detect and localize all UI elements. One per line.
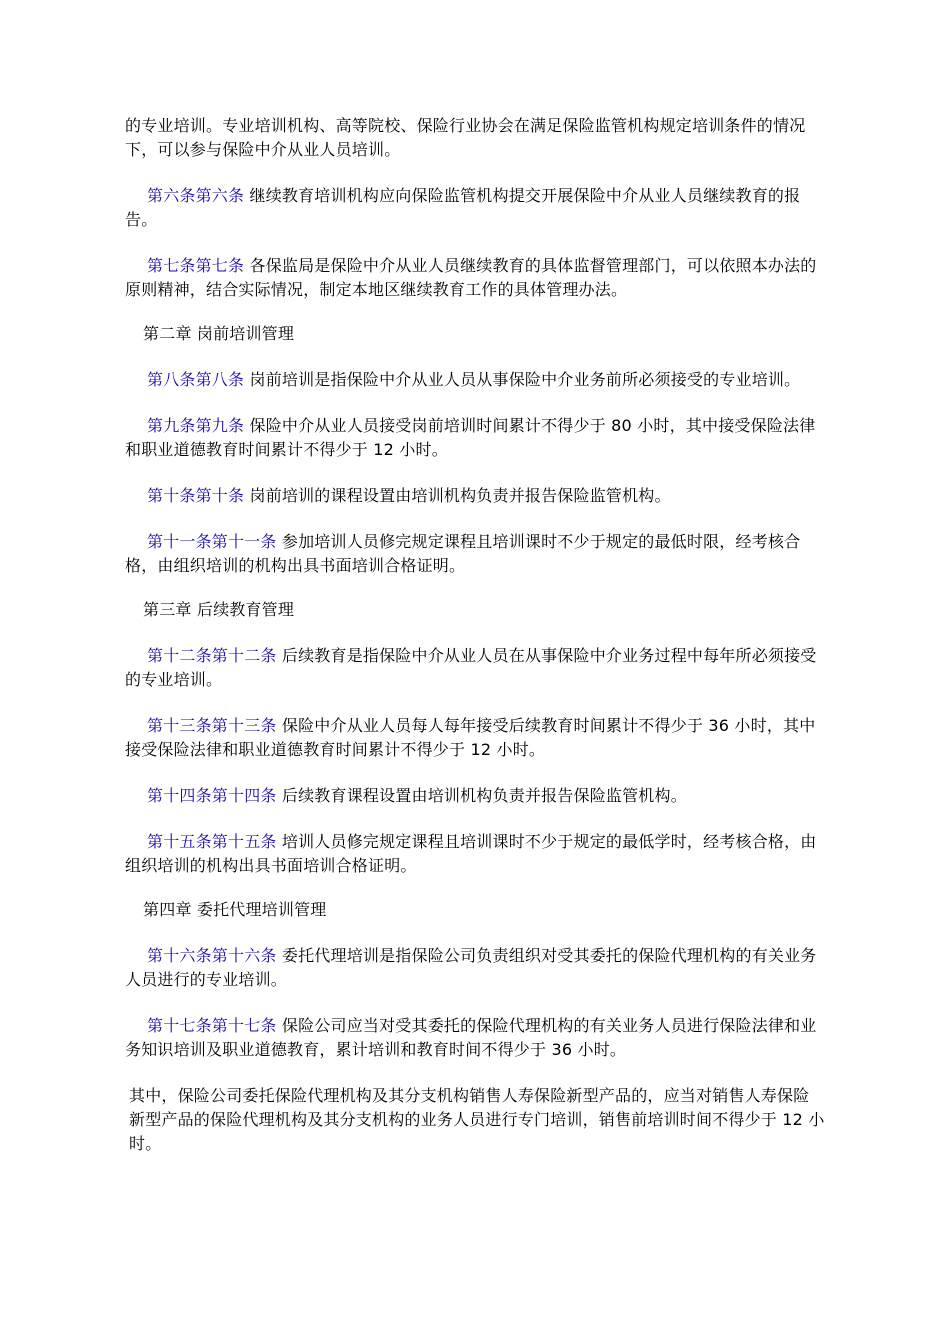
article-10	[125, 484, 825, 508]
article-7-label[interactable]: 第七条第七条	[147, 256, 245, 275]
article-8	[125, 368, 825, 392]
article-12	[125, 644, 825, 692]
article-6-label[interactable]: 第六条第六条	[147, 186, 245, 205]
article-17-label[interactable]: 第十七条第十七条	[147, 1016, 277, 1035]
article-7	[125, 254, 825, 302]
article-12-text: 后续教育是指保险中介从业人员在从事保险中介业务过程中每年所必须接受的专业培训。	[125, 646, 817, 689]
article-9	[125, 414, 825, 462]
article-11	[125, 530, 825, 578]
article-16	[125, 944, 825, 992]
article-9-label[interactable]: 第九条第九条	[147, 416, 245, 435]
article-12-label[interactable]: 第十二条第十二条	[147, 646, 277, 665]
article-17-text: 保险公司应当对受其委托的保险代理机构的有关业务人员进行保险法律和业务知识培训及职业道德教育，累计培训和教育时间不得少于 36 小时。	[125, 1016, 817, 1059]
article-10-text: 岗前培训的课程设置由培训机构负责并报告保险监管机构。	[244, 486, 671, 505]
paragraph-continuation: 的专业培训。专业培训机构、高等院校、保险行业协会在满足保险监管机构规定培训条件的情况下，可以参与保险中介从业人员培训。	[125, 116, 806, 159]
article-9-text: 保险中介从业人员接受岗前培训时间累计不得少于 80 小时，其中接受保险法律和职业道德教育时间累计不得少于 12 小时。	[125, 416, 816, 459]
article-10-label[interactable]: 第十条第十条	[147, 486, 245, 505]
article-15	[125, 830, 825, 878]
article-11-text: 参加培训人员修完规定课程且培训课时不少于规定的最低时限，经考核合格，由组织培训的机构出具书面培训合格证明。	[125, 532, 801, 575]
chapter-2-heading: 第二章 岗前培训管理	[143, 324, 295, 343]
article-8-label[interactable]: 第八条第八条	[147, 370, 245, 389]
article-14-label[interactable]: 第十四条第十四条	[147, 786, 277, 805]
chapter-3-heading: 第三章 后续教育管理	[143, 600, 295, 619]
article-13-label[interactable]: 第十三条第十三条	[147, 716, 277, 735]
article-8-text: 岗前培训是指保险中介从业人员从事保险中介业务前所必须接受的专业培训。	[244, 370, 801, 389]
article-14-text: 后续教育课程设置由培训机构负责并报告保险监管机构。	[276, 786, 687, 805]
article-6-text: 继续教育培训机构应向保险监管机构提交开展保险中介从业人员继续教育的报告。	[125, 186, 801, 229]
article-16-text: 委托代理培训是指保险公司负责组织对受其委托的保险代理机构的有关业务人员进行的专业培训。	[125, 946, 817, 989]
article-15-text: 培训人员修完规定课程且培训课时不少于规定的最低学时，经考核合格，由组织培训的机构出具书面培训合格证明。	[125, 832, 817, 875]
chapter-4-heading: 第四章 委托代理培训管理	[143, 900, 327, 919]
article-6	[125, 184, 825, 232]
article-13	[125, 714, 825, 762]
article-13-text: 保险中介从业人员每人每年接受后续教育时间累计不得少于 36 小时，其中接受保险法律和职业道德教育时间累计不得少于 12 小时。	[125, 716, 816, 759]
document-body	[125, 114, 825, 1156]
article-7-text: 各保监局是保险中介从业人员继续教育的具体监督管理部门，可以依照本办法的原则精神，结合实际情况，制定本地区继续教育工作的具体管理办法。	[125, 256, 817, 299]
article-17	[125, 1014, 825, 1062]
article-11-label[interactable]: 第十一条第十一条	[147, 532, 277, 551]
article-16-label[interactable]: 第十六条第十六条	[147, 946, 277, 965]
paragraph-supplement: 其中，保险公司委托保险代理机构及其分支机构销售人寿保险新型产品的，应当对销售人寿保险新型产品的保险代理机构及其分支机构的业务人员进行专门培训，销售前培训时间不得少于 12 小时。	[129, 1086, 825, 1153]
article-14	[125, 784, 825, 808]
article-15-label[interactable]: 第十五条第十五条	[147, 832, 277, 851]
